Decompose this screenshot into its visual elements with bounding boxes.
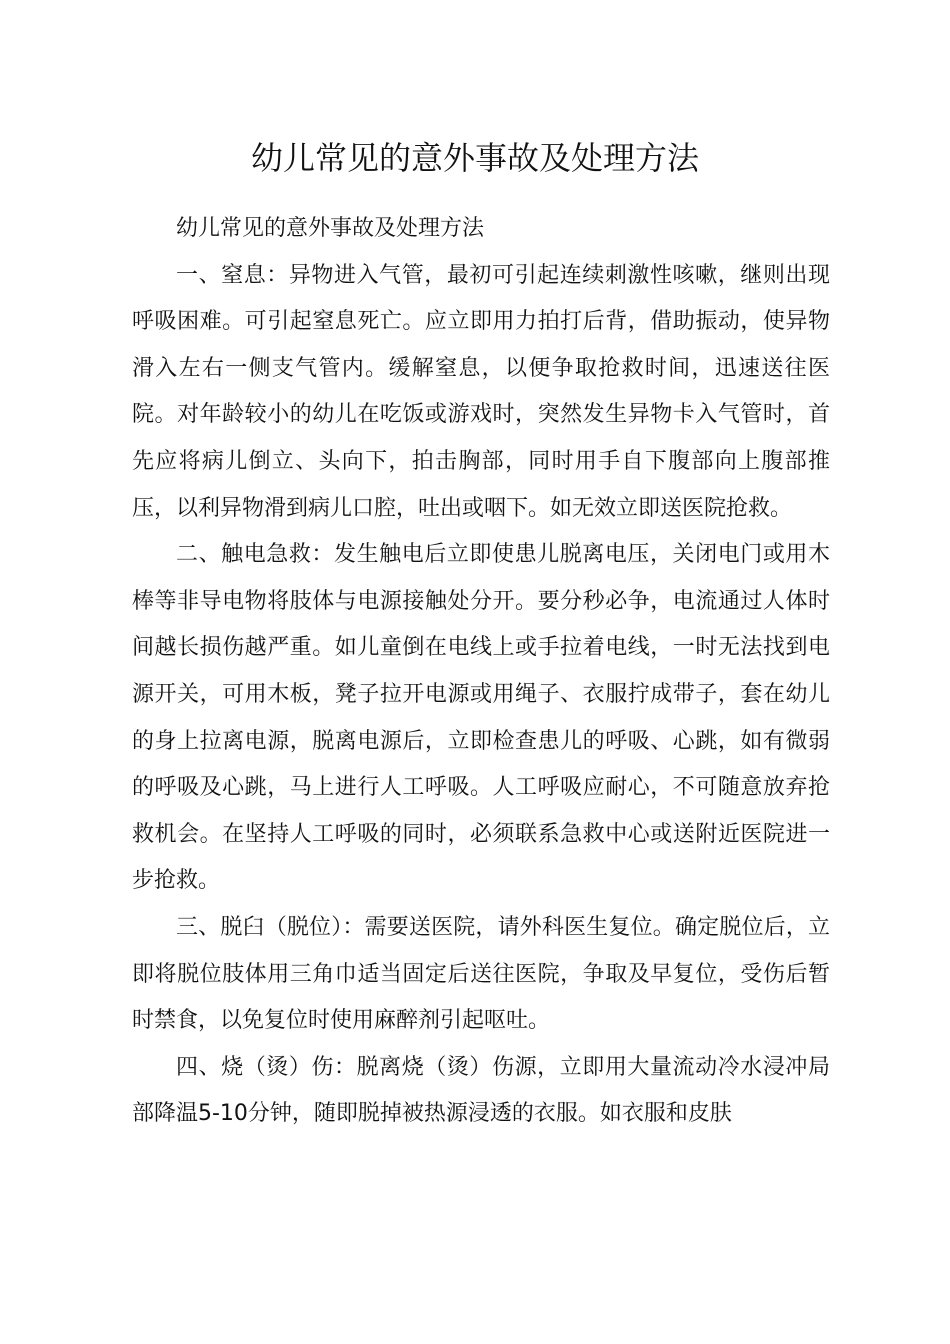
paragraph-subtitle: 幼儿常见的意外事故及处理方法 [176, 216, 485, 241]
document-body [132, 206, 830, 1138]
paragraph-dislocation: 三、脱臼（脱位）：需要送医院，请外科医生复位。确定脱位后，立即将脱位肢体用三角巾适当固定后送往医院，争取及早复位，受伤后暂时禁食，以免复位时使用麻醉剂引起呕吐。 [132, 914, 830, 1034]
paragraph-choking: 一、窒息：异物进入气管，最初可引起连续刺激性咳嗽，继则出现呼吸困难。可引起窒息死亡。应立即用力拍打后背，借助振动，使异物滑入左右一侧支气管内。缓解窒息，以便争取抢救时间，迅速送往医院。对年龄较小的幼儿在吃饭或游戏时，突然发生异物卡入气管时，首先应将病儿倒立、头向下，拍击胸部，同时用手自下腹部向上腹部推压，以利异物滑到病儿口腔，吐出或咽下。如无效立即送医院抢救。 [132, 262, 830, 521]
document-title: 幼儿常见的意外事故及处理方法 [250, 139, 699, 177]
paragraph-burn: 四、烧（烫）伤：脱离烧（烫）伤源，立即用大量流动冷水浸冲局部降温5-10分钟，随即脱掉被热源浸透的衣服。如衣服和皮肤 [132, 1054, 830, 1127]
paragraph-electric-shock: 二、触电急救：发生触电后立即使患儿脱离电压，关闭电门或用木棒等非导电物将肢体与电源接触处分开。要分秒必争，电流通过人体时间越长损伤越严重。如儿童倒在电线上或手拉着电线，一时无法找到电源开关，可用木板，凳子拉开电源或用绳子、衣服拧成带子，套在幼儿的身上拉离电源，脱离电源后，立即检查患儿的呼吸、心跳，如有微弱的呼吸及心跳，马上进行人工呼吸。人工呼吸应耐心，不可随意放弃抢救机会。在坚持人工呼吸的同时，必须联系急救中心或送附近医院进一步抢救。 [132, 542, 830, 894]
